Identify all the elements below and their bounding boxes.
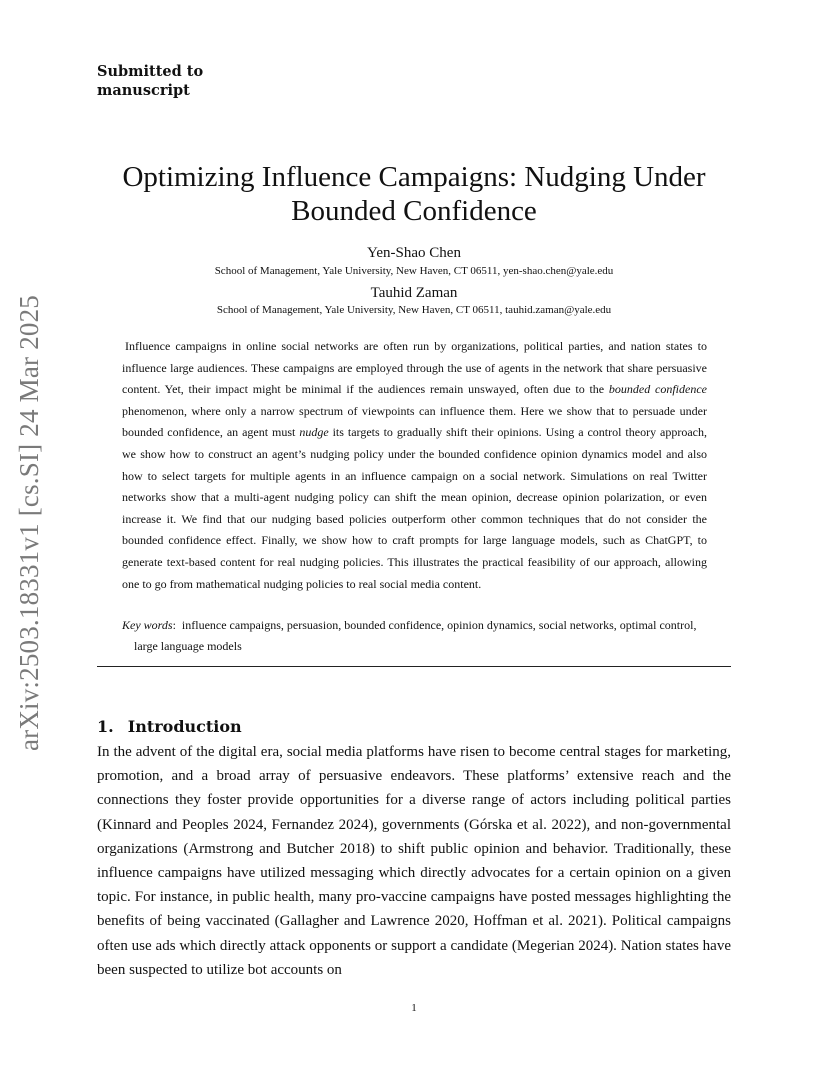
author-name-1: Yen-Shao Chen: [367, 245, 461, 261]
section-number: 1.: [97, 717, 114, 736]
page-number: 1: [411, 1002, 417, 1014]
title-line-2: Bounded Confidence: [291, 195, 537, 227]
keywords: [122, 615, 719, 657]
abstract-divider: [97, 666, 731, 667]
keywords-label: Key words: [122, 618, 173, 632]
title-line-1: Optimizing Influence Campaigns: Nudging Under: [122, 161, 706, 193]
author-name-2: Tauhid Zaman: [370, 285, 458, 301]
arxiv-identifier-watermark: arXiv:2503.18331v1 [cs.SI] 24 Mar 2025: [14, 295, 44, 752]
section-heading: [97, 717, 242, 736]
abstract-text-1: Influence campaigns in online social networks are often run by organizations, political parties, and nation states to influence large audiences. These campaigns are employed through the use of agents in the network that share persuasive content. Yet, their impact might be minimal if the audiences remain unswayed, often due to the: [122, 339, 707, 397]
paper-title: [97, 160, 731, 228]
submitted-line-2: manuscript: [97, 82, 190, 99]
author-affiliation-2: School of Management, Yale University, New Haven, CT 06511, tauhid.zaman@yale.edu: [216, 304, 612, 316]
abstract: [122, 336, 707, 595]
submitted-line-1: Submitted to: [97, 63, 204, 80]
abstract-text-2: phenomenon, where only a narrow spectrum of viewpoints can influence them. Here we show that to persuade under bounded confidence, an agent must: [122, 403, 707, 440]
author-affiliation-1: School of Management, Yale University, New Haven, CT 06511, yen-shao.chen@yale.edu: [214, 265, 614, 277]
abstract-text-3: its targets to gradually shift their opinions. Using a control theory approach, we show how to construct an agent’s nudging policy under the bounded confidence opinion dynamics model and also how to select targets for multiple agents in an influence campaign on a social network. Simulations on real Twitter networks show that a multi-agent nudging policy can shift the mean opinion, decrease opinion polarization, or even increase it. We find that our nudging based policies outperform other common techniques that do not consider the bounded confidence effect. Finally, we show how to craft prompts for large language models, such as ChatGPT, to generate text-based content for real nudging policies. This illustrates the practical feasibility of our approach, allowing one to go from mathematical nudging policies to real social media content.: [122, 425, 707, 591]
section-title: Introduction: [127, 717, 242, 736]
abstract-emphasis-nudge: nudge: [299, 425, 329, 440]
introduction-paragraph: In the advent of the digital era, social media platforms have risen to become central stages for marketing, promotion, and a broad array of persuasive endeavors. These platforms’ extensive reach and the connections they foster provide opportunities for a diverse range of actors including political parties (Kinnard and Peoples 2024, Fernandez 2024), governments (Górska et al. 2022), and non-governmental organizations (Armstrong and Butcher 2018) to shift public opinion and behavior. Traditionally, these influence campaigns have utilized messaging which directly advocates for a certain opinion on a given topic. For instance, in public health, many pro-vaccine campaigns have posted messages highlighting the benefits of being vaccinated (Gallagher and Lawrence 2020, Hoffman et al. 2021). Political campaigns often use ads which directly attack opponents or support a candidate (Megerian 2024). Nation states have been suspected to utilize bot accounts on: [97, 744, 731, 978]
keywords-separator: :: [172, 618, 176, 632]
submission-header: [97, 62, 203, 100]
abstract-emphasis-bounded-confidence: bounded confidence: [608, 382, 707, 397]
keywords-text: influence campaigns, persuasion, bounded confidence, opinion dynamics, social networks, optimal control, large language models: [134, 618, 697, 653]
